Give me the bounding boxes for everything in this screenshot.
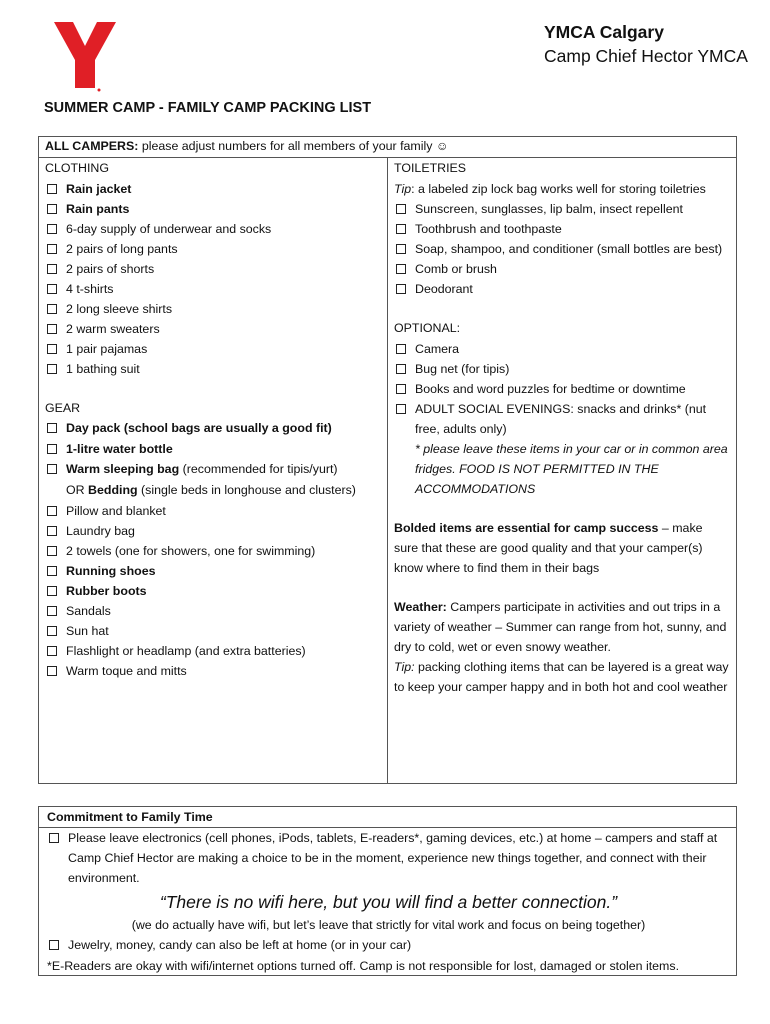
list-item — [45, 239, 387, 259]
toiletries-list — [394, 199, 730, 299]
list-item — [394, 359, 730, 379]
checkbox[interactable] — [47, 244, 57, 254]
organization-name — [544, 20, 764, 68]
clothing-heading: CLOTHING — [45, 161, 110, 175]
checkbox[interactable] — [396, 404, 406, 414]
checkbox[interactable] — [396, 224, 406, 234]
checkbox[interactable] — [47, 304, 57, 314]
checkbox[interactable] — [47, 646, 57, 656]
checkbox[interactable] — [396, 384, 406, 394]
list-item — [45, 521, 387, 541]
list-item-label: Warm toque and mitts — [66, 663, 187, 678]
checkbox[interactable] — [47, 464, 57, 474]
list-item — [394, 239, 730, 259]
gear-heading: GEAR — [45, 400, 81, 415]
checkbox[interactable] — [47, 423, 57, 433]
list-item — [45, 359, 387, 379]
list-item — [45, 279, 387, 299]
list-item — [45, 621, 387, 641]
list-item — [45, 601, 387, 621]
wifi-note: (we do actually have wifi, but let’s leave that strictly for vital work and focus on being together) — [131, 918, 646, 932]
org-line1: YMCA Calgary — [544, 22, 664, 42]
list-item-label: Rain pants — [66, 201, 130, 216]
electronics-text: Please leave electronics (cell phones, iPods, tablets, E-readers*, gaming devices, etc.) at home – campers and staff at Camp Chief Hector are making a choice to be in the moment, experience new things together, and connect with their environment. — [68, 831, 718, 885]
toiletries-heading: TOILETRIES — [394, 161, 467, 175]
checkbox[interactable] — [47, 566, 57, 576]
list-item — [394, 219, 730, 239]
commitment-heading: Commitment to Family Time — [39, 807, 736, 828]
clothing-list — [45, 179, 387, 379]
checkbox[interactable] — [396, 364, 406, 374]
checkbox[interactable] — [47, 666, 57, 676]
list-item — [47, 828, 730, 888]
list-item — [45, 219, 387, 239]
checkbox[interactable] — [47, 526, 57, 536]
list-item — [394, 199, 730, 219]
optional-note: * please leave these items in your car or in common area fridges. FOOD IS NOT PERMITTED IN THE ACCOMMODATIONS — [415, 441, 728, 496]
optional-list — [394, 339, 730, 439]
list-item-label: Running shoes — [66, 563, 156, 578]
checkbox[interactable] — [47, 586, 57, 596]
list-item — [394, 279, 730, 299]
checkbox[interactable] — [47, 324, 57, 334]
list-item-label: Laundry bag — [66, 523, 135, 538]
list-item-label: 2 pairs of shorts — [66, 261, 155, 276]
list-item-label: 2 warm sweaters — [66, 321, 160, 336]
checkbox[interactable] — [47, 184, 57, 194]
list-item — [45, 641, 387, 661]
checkbox[interactable] — [47, 364, 57, 374]
list-item-label: ADULT SOCIAL EVENINGS: snacks and drinks* (nut free, adults only) — [415, 401, 707, 436]
checkbox[interactable] — [47, 506, 57, 516]
list-item — [45, 581, 387, 601]
list-item — [45, 339, 387, 359]
list-item-label: Books and word puzzles for bedtime or downtime — [415, 381, 686, 396]
weather-note: Weather: Campers participate in activities and out trips in a variety of weather – Summer can range from hot, sunny, and dry to cold, wet or even snowy weather. — [394, 599, 727, 654]
list-item-label: 1 pair pajamas — [66, 341, 148, 356]
page-title: SUMMER CAMP - FAMILY CAMP PACKING LIST — [44, 100, 372, 116]
list-item-label: 2 long sleeve shirts — [66, 301, 173, 316]
list-item-label: Rubber boots — [66, 583, 147, 598]
list-item-label: 4 t-shirts — [66, 281, 114, 296]
checkbox[interactable] — [47, 626, 57, 636]
list-item-label: Deodorant — [415, 282, 473, 297]
weather-tip: Tip: packing clothing items that can be layered is a great way to keep your camper happy and in both hot and cool weather — [394, 659, 729, 694]
checkbox[interactable] — [396, 244, 406, 254]
checkbox[interactable] — [396, 204, 406, 214]
quote: “There is no wifi here, but you will find a better connection.” — [159, 892, 618, 912]
gear-list — [45, 501, 387, 681]
list-item-label: 6-day supply of underwear and socks — [66, 221, 272, 236]
all-campers-header: ALL CAMPERS: please adjust numbers for all members of your family ☺ — [39, 137, 736, 158]
checkbox[interactable] — [47, 546, 57, 556]
list-item-label: Rain jacket — [66, 181, 132, 196]
list-item-label: 1 bathing suit — [66, 361, 140, 376]
list-item: 1-litre water bottle — [45, 439, 387, 460]
list-item — [45, 179, 387, 199]
right-column — [388, 158, 736, 783]
checkbox[interactable] — [47, 284, 57, 294]
list-item — [394, 339, 730, 359]
list-item-label: Camera — [415, 341, 460, 356]
checkbox[interactable] — [49, 940, 59, 950]
list-item-label: Flashlight or headlamp (and extra batteries) — [66, 643, 306, 658]
ereaders-note: *E-Readers are okay with wifi/internet options turned off. Camp is not responsible for lost, damaged or stolen items. — [47, 958, 680, 973]
list-item-label: Comb or brush — [415, 262, 497, 277]
list-item-label: Sunscreen, sunglasses, lip balm, insect repellent — [415, 202, 683, 217]
list-item-label: 2 towels (one for showers, one for swimming) — [66, 543, 316, 558]
list-item: Day pack (school bags are usually a good fit) — [45, 418, 387, 439]
commitment-box — [38, 806, 737, 976]
list-item-label: Sandals — [66, 603, 111, 618]
list-item-label: Sun hat — [66, 623, 109, 638]
checkbox[interactable] — [47, 264, 57, 274]
list-item — [45, 561, 387, 581]
list-item — [394, 259, 730, 279]
checkbox[interactable] — [47, 204, 57, 214]
list-item — [45, 661, 387, 681]
checkbox[interactable] — [47, 344, 57, 354]
list-item-label: Pillow and blanket — [66, 503, 166, 518]
packing-list-box — [38, 136, 737, 784]
list-item-label: Toothbrush and toothpaste — [415, 222, 562, 237]
checkbox[interactable] — [47, 606, 57, 616]
checkbox[interactable] — [47, 224, 57, 234]
list-item — [45, 299, 387, 319]
checkbox[interactable] — [396, 344, 406, 354]
left-column — [39, 158, 388, 783]
list-item-label: Bug net (for tipis) — [415, 361, 510, 376]
list-item: Jewelry, money, candy can also be left at home (or in your car) — [47, 935, 730, 956]
bolded-note: Bolded items are essential for camp success – make sure that these are good quality and that your camper(s) know where to find them in their bags — [394, 520, 703, 575]
toiletries-tip: Tip: a labeled zip lock bag works well for storing toiletries — [394, 181, 706, 196]
list-item — [394, 399, 730, 439]
list-item — [45, 541, 387, 561]
list-item-continuation: OR Bedding (single beds in longhouse and clusters) — [66, 482, 356, 497]
list-item-label: Soap, shampoo, and conditioner (small bottles are best) — [415, 242, 723, 257]
list-item — [45, 199, 387, 219]
list-item — [394, 379, 730, 399]
optional-heading: OPTIONAL: — [394, 321, 461, 336]
list-item — [45, 319, 387, 339]
checkbox[interactable] — [49, 833, 59, 843]
list-item: Warm sleeping bag (recommended for tipis/yurt) — [45, 459, 387, 480]
checkbox[interactable] — [396, 284, 406, 294]
checkbox[interactable] — [396, 264, 406, 274]
list-item-label: 2 pairs of long pants — [66, 241, 178, 256]
checkbox[interactable] — [47, 444, 57, 454]
list-item — [45, 259, 387, 279]
list-item — [45, 501, 387, 521]
ymca-logo — [54, 22, 116, 92]
org-line2: Camp Chief Hector YMCA — [544, 46, 748, 66]
